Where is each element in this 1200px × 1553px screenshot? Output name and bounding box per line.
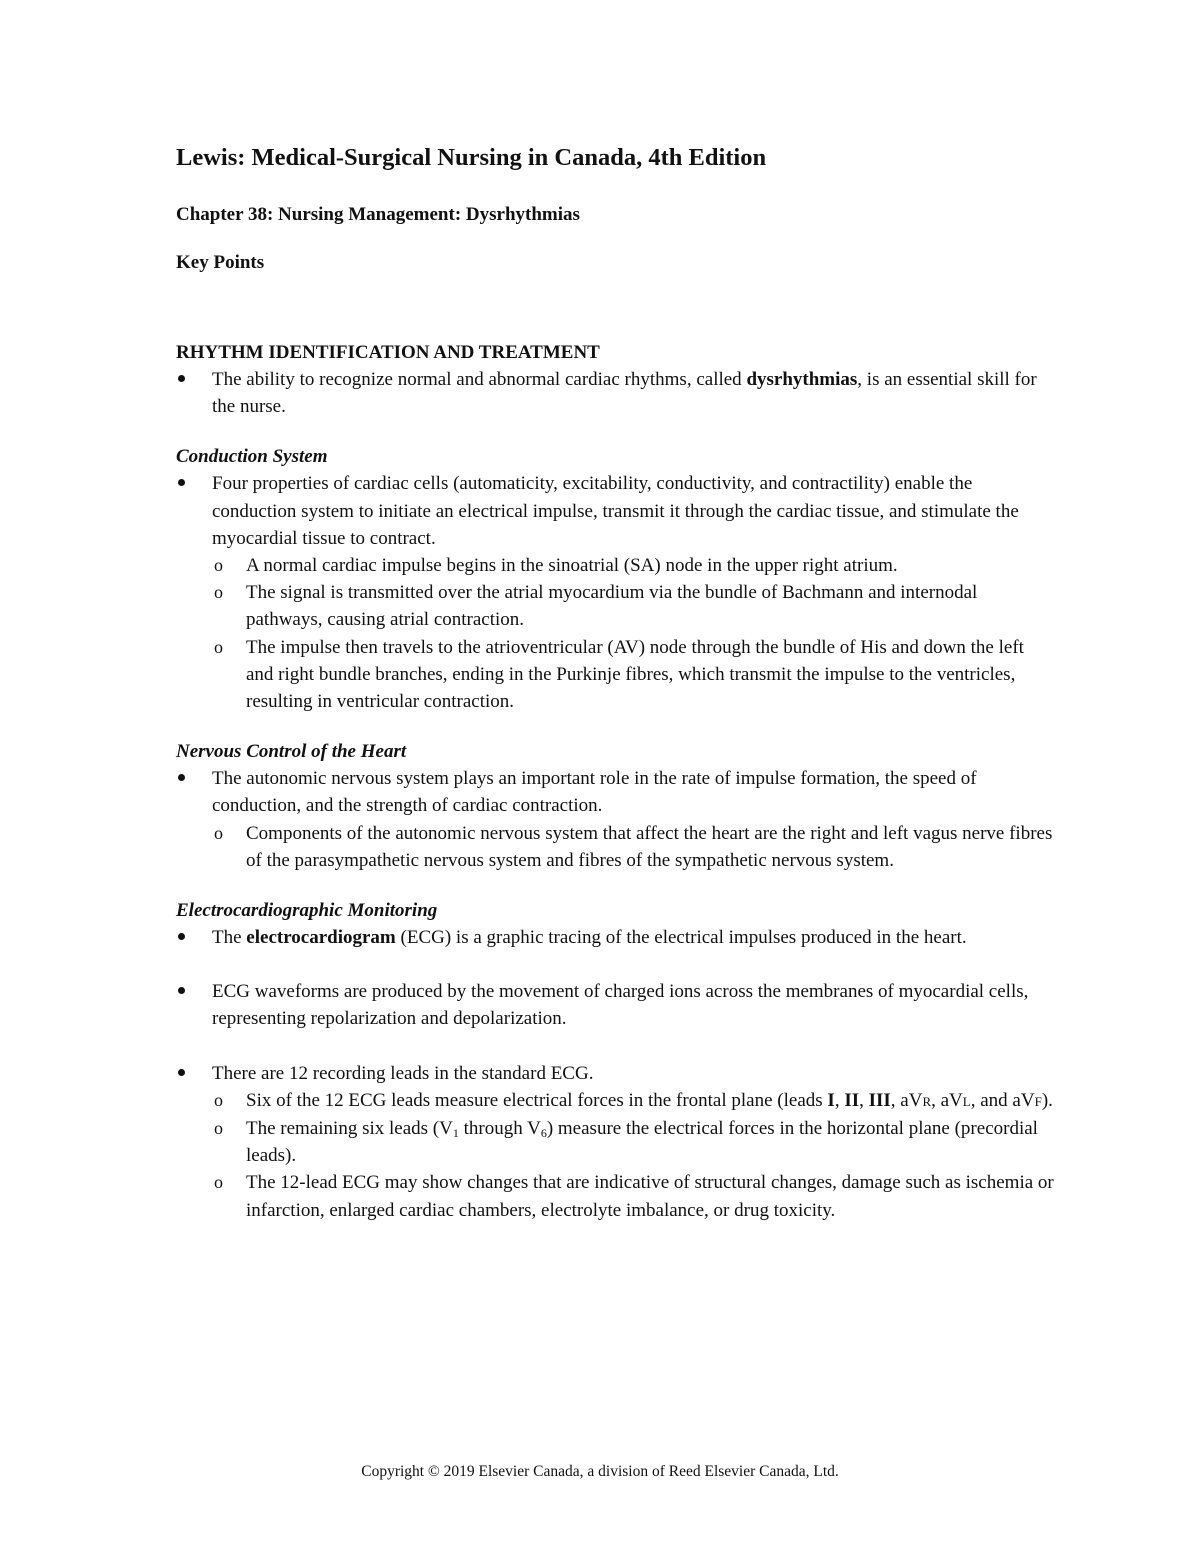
conduction-list [176,470,1056,715]
bullet-icon [178,774,185,781]
bullet-icon [178,987,185,994]
circle-bullet-icon: o [214,1118,223,1139]
sub-list-item [212,1169,1056,1223]
ecg-b1-post: (ECG) is a graphic tracing of the electrical impulses produced in the heart. [395,927,967,949]
chapter-title: Chapter 38: Nursing Management: Dysrhythmias [176,204,580,225]
book-title: Lewis: Medical-Surgical Nursing in Canada, 4th Edition [176,144,767,171]
list-item [176,978,1056,1032]
nervous-bullet-text: The autonomic nervous system plays an important role in the rate of impulse formation, the speed of conduction, and the strength of cardiac contraction. [212,768,977,817]
subscript-1: 1 [452,1126,459,1141]
list-item [176,1060,1056,1224]
precordial-text-post: ) measure the electrical forces in the horizontal plane (precordial leads). [246,1118,1038,1167]
sub-list-item [212,579,1056,633]
conduction-sublist [212,552,1056,715]
circle-bullet-icon: o [214,636,223,657]
sub-item-text: The impulse then travels to the atrioventricular (AV) node through the bundle of His and down the left and right bundle branches, ending in the Purkinje fibres, which transmit the impulse to the ventricles, resulting in ventricular contraction. [246,636,1024,713]
ecg-b1-pre: The [212,927,247,949]
lead-avr-prefix: aV [900,1089,923,1111]
sub-list-item [212,1115,1056,1169]
sub-list-item [212,634,1056,716]
term-dysrhythmias: dysrhythmias [746,369,858,390]
nervous-sublist [212,820,1056,874]
precordial-text-pre: The remaining six leads (V [246,1118,453,1140]
lead-avf-prefix: aV [1012,1089,1035,1111]
ecg-b2-text: ECG waveforms are produced by the movement of charged ions across the membranes of myocardial cells, representing repolarization and depolarization. [212,981,1029,1030]
list-item [176,470,1056,715]
conduction-bullet-text: Four properties of cardiac cells (automaticity, excitability, conductivity, and contractility) enable the conduction system to initiate an electrical impulse, transmit it through the cardiac tissue, and stimulate the myocardial tissue to contract. [212,473,1019,549]
circle-bullet-icon: o [214,1172,223,1193]
lead-ii: II [844,1089,860,1111]
circle-bullet-icon: o [214,1089,223,1110]
list-item [176,924,1056,951]
lead-avf-suffix: F [1034,1093,1042,1109]
subscript-6: 6 [540,1126,547,1141]
circle-bullet-icon: o [214,582,223,603]
subsection-heading-nervous: Nervous Control of the Heart [176,741,407,763]
sub-list-item [212,552,1056,579]
list-item [176,366,1056,420]
sub-item-text: Components of the autonomic nervous system that affect the heart are the right and left vagus nerve fibres of the parasympathetic nervous system and fibres of the sympathetic nervous system. [246,822,1053,871]
list-item [176,765,1056,874]
ecg-b3-text: There are 12 recording leads in the standard ECG. [212,1062,594,1084]
ecg-list [176,924,1056,1224]
bullet-icon [178,479,185,486]
subsection-heading-ecg: Electrocardiographic Monitoring [176,900,438,922]
copyright-footer: Copyright © 2019 Elsevier Canada, a division of Reed Elsevier Canada, Ltd. [361,1463,839,1480]
nervous-list [176,765,1056,874]
sub-list-item [212,820,1056,874]
intro-text-post: , is an essential skill for the nurse. [212,369,1037,418]
intro-text-pre: The ability to recognize normal and abnormal cardiac rhythms, called [212,369,747,390]
sub-list-item: o Six of the 12 ECG leads measure electrical forces in the frontal plane (leads I, II, III, aVR, aVL, and aVF). [212,1087,1056,1115]
term-electrocardiogram: electrocardiogram [246,927,396,949]
ecg-sublist [212,1087,1056,1224]
circle-bullet-icon: o [214,555,223,576]
sub-item-text: A normal cardiac impulse begins in the sinoatrial (SA) node in the upper right atrium. [246,555,898,577]
lead-avl-suffix: L [962,1093,971,1109]
lead-avr-suffix: R [922,1093,932,1109]
key-points-label: Key Points [176,252,265,273]
leads-text-post: ). [1041,1089,1053,1111]
leads-text-pre: Six of the 12 ECG leads measure electrical forces in the frontal plane (leads [246,1089,828,1111]
lead-avl-prefix: aV [940,1089,963,1111]
bullet-icon [178,375,185,382]
intro-list [176,366,1056,420]
sub-item-text: The 12-lead ECG may show changes that are indicative of structural changes, damage such as ischemia or infarction, enlarged cardiac chambers, electrolyte imbalance, or drug toxicity. [246,1172,1054,1221]
section-heading: RHYTHM IDENTIFICATION AND TREATMENT [176,342,600,363]
bullet-icon [178,1069,185,1076]
sub-item-text: The signal is transmitted over the atrial myocardium via the bundle of Bachmann and internodal pathways, causing atrial contraction. [246,582,978,631]
subsection-heading-conduction: Conduction System [176,446,328,468]
lead-iii: III [868,1089,891,1111]
bullet-icon [178,933,185,940]
precordial-text-mid: through V [458,1118,541,1140]
circle-bullet-icon: o [214,822,223,843]
lead-i: I [827,1089,835,1111]
document-body [176,142,1056,1224]
